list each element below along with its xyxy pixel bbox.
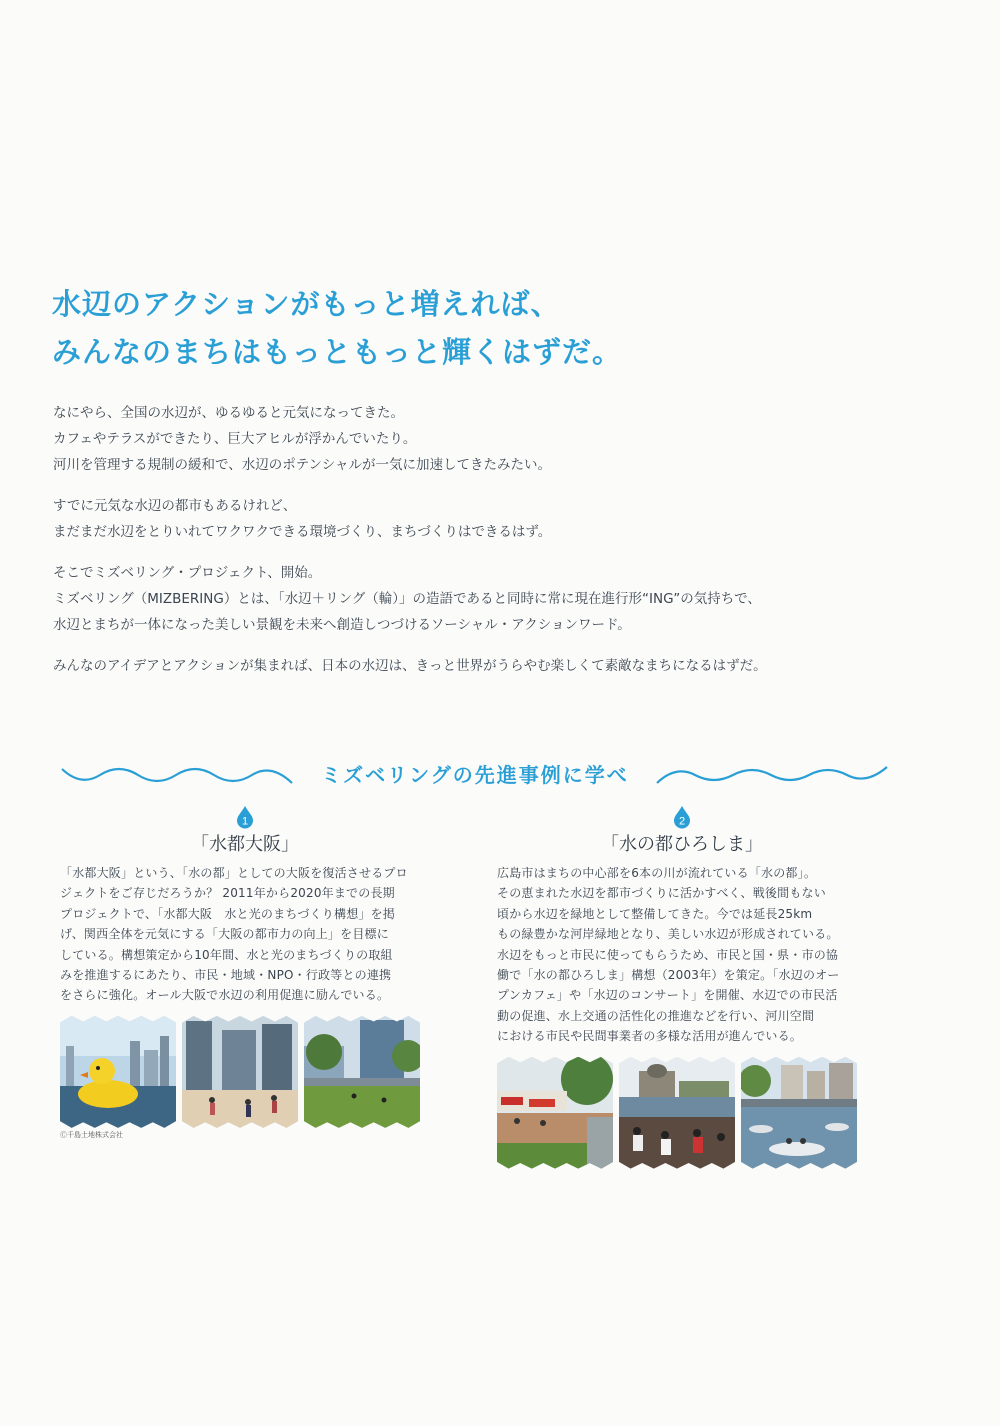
headline-line-2: みんなのまちはもっともっと輝くはずだ。 <box>52 335 623 369</box>
headline-line-1: 水辺のアクションがもっと増えれば、 <box>52 287 561 321</box>
headline <box>52 280 952 376</box>
photo-strip <box>497 1057 867 1169</box>
case-body: 広島市はまちの中心部を6本の川が流れている「水の都」。 その恵まれた水辺を都市づくりに活かすべく、戦後間もない 頃から水辺を緑地として整備してきた。今では延長25km もの緑豊かな河岸緑地となり、美しい水辺が形成されている。 水辺をもっと市民に使ってもらうため、市民と国・県・市の協 働で「水の都ひろしま」構想（2003年）を策定。「水辺のオー プンカフェ」や「水辺のコンサート」を開催、水辺での市民活 動の促進、水上交通の活性化の推進などを行い、河川空間 における市民や民間事業者の多様な活用が進んでいる。 <box>497 866 840 1044</box>
section-title: ミズベリングの先進事例に学べ <box>321 763 629 787</box>
intro-paragraph-4: みんなのアイデアとアクションが集まれば、日本の水辺は、きっと世界がうらやむ楽しくて素敵なまちになるはずだ。 <box>53 658 767 674</box>
water-drop-number-icon <box>672 805 692 829</box>
case-title: 「水都大阪」 <box>191 834 299 855</box>
case-number: 2 <box>678 815 686 828</box>
riverside-concert-photo <box>619 1057 735 1169</box>
case-body: 「水都大阪」という、「水の都」としての大阪を復活させるプロ ジェクトをご存じだろうか？ 2011年から2020年までの長期 プロジェクトで、「水都大阪 水と光のまちづくり構想」を掲 げ、関西全体を元気にする「大阪の都市力の向上」を目標に している。構想策定から10年間、水と光のまちづくりの取組 みを推進するにあたり、市民・地域・NPO・行政等との連携 をさらに強化。オール大阪で水辺の利用促進に励んでいる。 <box>60 866 408 1003</box>
photo-credit: Ⓒ千島土地株式会社 <box>60 1130 123 1139</box>
case-number: 1 <box>241 815 249 828</box>
open-cafe-riverside-photo <box>497 1057 613 1169</box>
wave-right-icon <box>655 763 890 787</box>
river-boats-photo <box>741 1057 857 1169</box>
photo-strip <box>60 1016 430 1128</box>
waterfront-beach-volleyball-photo <box>182 1016 298 1128</box>
water-drop-number-icon <box>235 805 255 829</box>
case-title: 「水の都ひろしま」 <box>601 834 763 855</box>
case-osaka <box>60 805 430 1140</box>
intro-paragraph-3: そこでミズベリング・プロジェクト、開始。 ミズベリング（MIZBERING）とは、「水辺＋リング（輪）」の造語であると同時に常に現在進行形“ING”の気持ちで、 水辺とまちが一体になった美しい景観を未来へ創造しつづけるソーシャル・アクションワード。 <box>53 565 761 633</box>
rubber-duck-river-photo <box>60 1016 176 1128</box>
intro-paragraph-1: なにやら、全国の水辺が、ゆるゆると元気になってきた。 カフェやテラスができたり、巨大アヒルが浮かんでいたり。 河川を管理する規制の緩和で、水辺のポテンシャルが一気に加速してきたみたい。 <box>53 405 551 473</box>
wave-left-icon <box>60 763 295 787</box>
intro-paragraph-2: すでに元気な水辺の都市もあるけれど、 まだまだ水辺をとりいれてワクワクできる環境づくり、まちづくりはできるはず。 <box>53 498 552 540</box>
section-heading <box>60 757 890 793</box>
riverside-park-photo <box>304 1016 420 1128</box>
intro-text <box>53 400 953 694</box>
case-hiroshima <box>497 805 867 1169</box>
